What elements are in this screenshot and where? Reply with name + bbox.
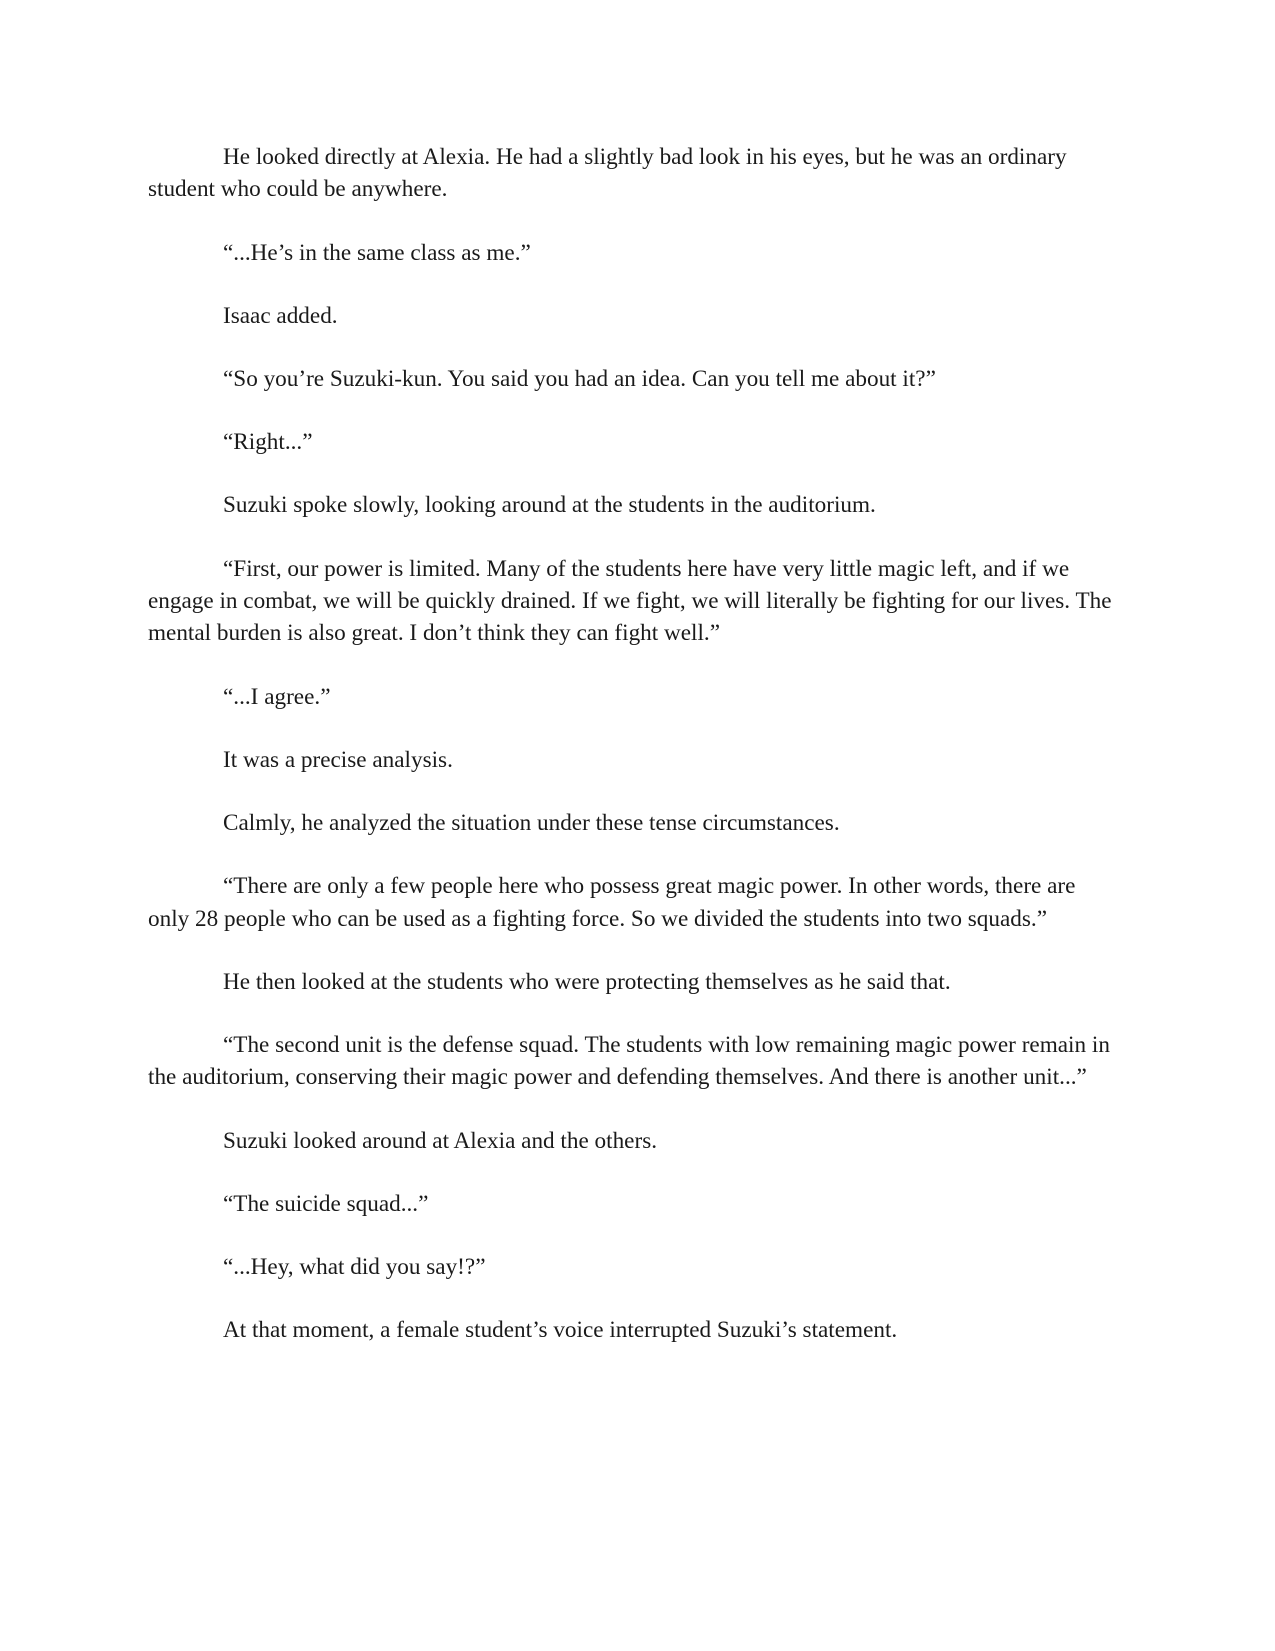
paragraph: Suzuki spoke slowly, looking around at the students in the auditorium.: [223, 492, 876, 519]
document-body: [148, 141, 1118, 1347]
paragraph: He looked directly at Alexia. He had a slightly bad look in his eyes, but he was an ordinary student who could be anywhere.: [148, 144, 1067, 203]
paragraph: Calmly, he analyzed the situation under these tense circumstances.: [223, 810, 840, 837]
paragraph: “First, our power is limited. Many of the students here have very little magic left, and if we engage in combat, we will be quickly drained. If we fight, we will literally be fighting for our lives. The mental burden is also great. I don’t think they can fight well.”: [148, 555, 1112, 647]
paragraph: “So you’re Suzuki-kun. You said you had an idea. Can you tell me about it?”: [223, 366, 936, 393]
paragraph: “...I agree.”: [223, 683, 331, 710]
paragraph: He then looked at the students who were protecting themselves as he said that.: [223, 968, 951, 995]
paragraph: “...Hey, what did you say!?”: [223, 1254, 486, 1281]
paragraph: “Right...”: [223, 429, 313, 456]
paragraph: “The second unit is the defense squad. The students with low remaining magic power remain in the auditorium, conserving their magic power and defending themselves. And there is another unit...”: [148, 1032, 1110, 1091]
paragraph: At that moment, a female student’s voice interrupted Suzuki’s statement.: [223, 1317, 898, 1344]
paragraph: It was a precise analysis.: [223, 746, 453, 773]
paragraph: “The suicide squad...”: [223, 1190, 429, 1217]
paragraph: “...He’s in the same class as me.”: [223, 239, 531, 266]
paragraph: “There are only a few people here who possess great magic power. In other words, there are only 28 people who can be used as a fighting force. So we divided the students into two squads.”: [148, 873, 1076, 932]
paragraph: Isaac added.: [223, 302, 338, 329]
paragraph: Suzuki looked around at Alexia and the others.: [223, 1127, 658, 1154]
